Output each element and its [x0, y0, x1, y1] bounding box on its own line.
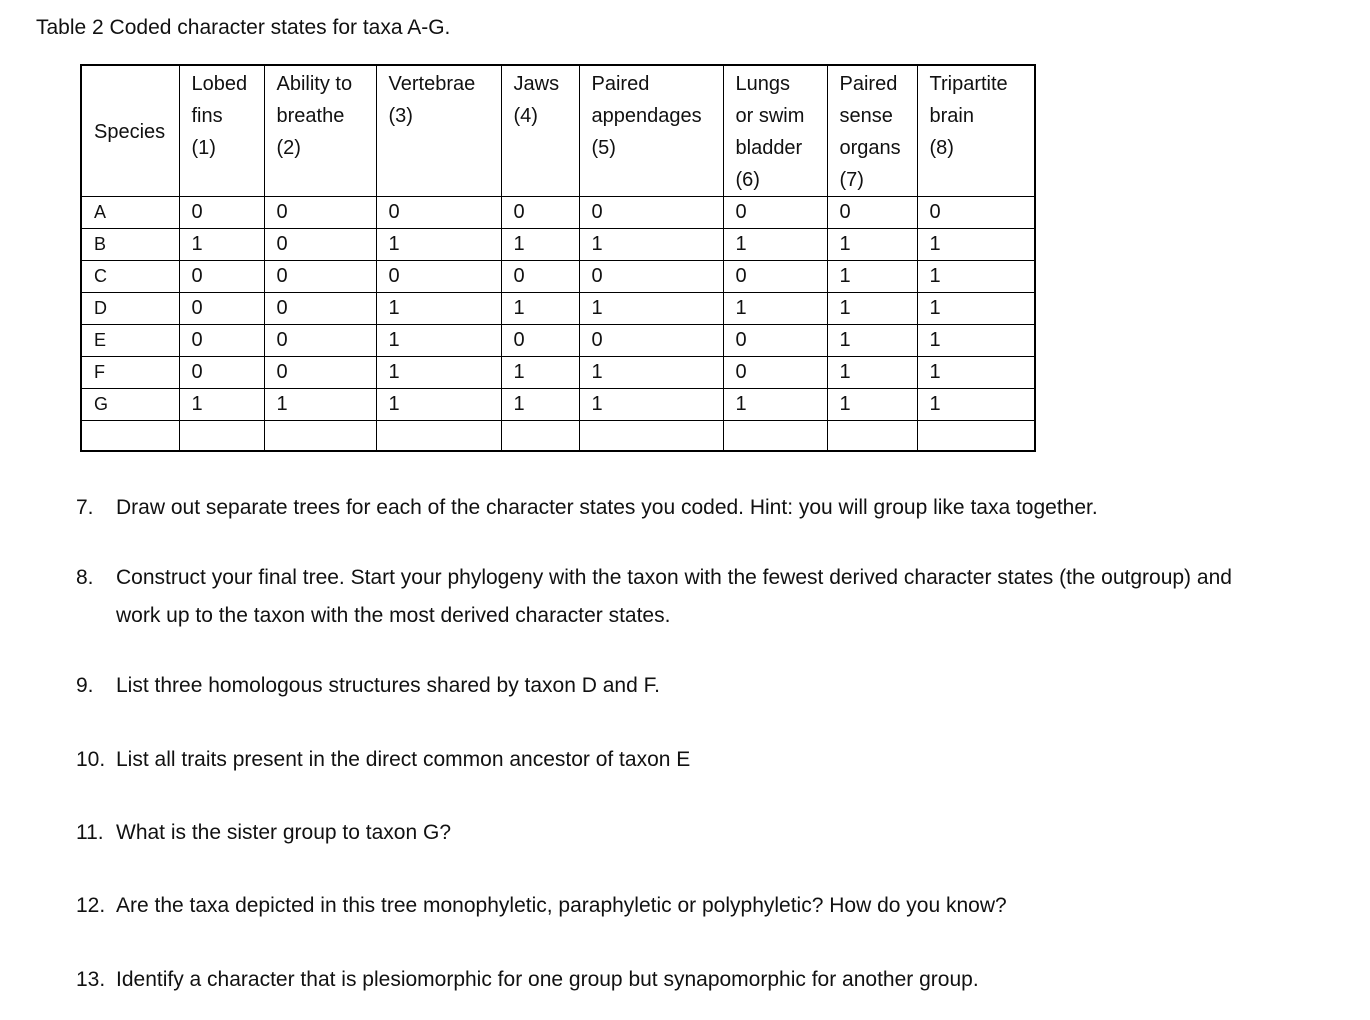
question-text-continued: work up to the taxon with the most derived character states.: [116, 604, 671, 627]
header-line: breathe: [276, 105, 345, 127]
header-tripartite-brain: [917, 65, 1035, 197]
header-line: sense: [839, 105, 893, 127]
state-cell: 0: [264, 357, 376, 389]
state-cell: 1: [579, 357, 723, 389]
state-cell: 0: [501, 261, 579, 293]
header-lungs-swim-bladder: [723, 65, 827, 197]
state-cell: 1: [501, 293, 579, 325]
header-line: Tripartite: [929, 73, 1008, 95]
empty-cell: [723, 421, 827, 452]
state-cell: 0: [723, 261, 827, 293]
header-line: bladder: [735, 137, 803, 159]
state-cell: 0: [501, 197, 579, 229]
header-line: appendages: [591, 105, 702, 127]
header-line: fins: [191, 105, 223, 127]
header-line: organs: [839, 137, 901, 159]
header-line: (5): [591, 137, 616, 159]
state-cell: 0: [579, 197, 723, 229]
header-line: Jaws: [513, 73, 560, 95]
state-cell: 0: [179, 293, 264, 325]
species-cell: F: [81, 357, 179, 389]
state-cell: 0: [917, 197, 1035, 229]
header-vertebrae: [376, 65, 501, 197]
table-row: [81, 197, 1035, 229]
table-row: [81, 229, 1035, 261]
state-cell: 1: [501, 357, 579, 389]
state-cell: 1: [579, 293, 723, 325]
state-cell: 0: [579, 325, 723, 357]
question-7: [76, 489, 1098, 527]
question-number: 10.: [76, 748, 106, 771]
state-cell: 1: [501, 229, 579, 261]
header-line: (2): [276, 137, 301, 159]
question-10: [76, 741, 690, 779]
header-line: (4): [513, 105, 538, 127]
state-cell: 1: [917, 261, 1035, 293]
state-cell: 1: [376, 325, 501, 357]
state-cell: 1: [501, 389, 579, 421]
header-line: Lobed: [191, 73, 248, 95]
header-line: (7): [839, 169, 864, 191]
state-cell: 1: [917, 325, 1035, 357]
question-text: List all traits present in the direct common ancestor of taxon E: [116, 748, 691, 771]
state-cell: 0: [179, 197, 264, 229]
header-line: Vertebrae: [388, 73, 476, 95]
header-line: (6): [735, 169, 760, 191]
header-paired-sense-organs: [827, 65, 917, 197]
question-13: [76, 961, 979, 999]
question-number: 9.: [76, 674, 94, 697]
state-cell: 1: [376, 293, 501, 325]
state-cell: 1: [827, 293, 917, 325]
question-text: List three homologous structures shared by taxon D and F.: [116, 674, 660, 697]
question-text: Construct your final tree. Start your phylogeny with the taxon with the fewest derived character states (the outgroup) and: [116, 566, 1232, 589]
species-cell: A: [81, 197, 179, 229]
state-cell: 1: [579, 229, 723, 261]
state-cell: 1: [179, 229, 264, 261]
state-cell: 0: [264, 229, 376, 261]
question-number: 7.: [76, 496, 94, 519]
question-number: 12.: [76, 894, 106, 917]
empty-cell: [81, 421, 179, 452]
state-cell: 0: [579, 261, 723, 293]
question-8: [76, 559, 1232, 635]
state-cell: 0: [264, 261, 376, 293]
state-cell: 1: [827, 389, 917, 421]
table-row: [81, 325, 1035, 357]
question-12: [76, 887, 1007, 925]
state-cell: 1: [264, 389, 376, 421]
state-cell: 1: [827, 357, 917, 389]
empty-cell: [376, 421, 501, 452]
state-cell: 1: [917, 293, 1035, 325]
header-line: Paired: [591, 73, 650, 95]
state-cell: 1: [917, 389, 1035, 421]
state-cell: 1: [179, 389, 264, 421]
question-text: Identify a character that is plesiomorphic for one group but synapomorphic for another group.: [116, 968, 979, 991]
empty-cell: [917, 421, 1035, 452]
question-9: [76, 667, 660, 705]
header-line: (3): [388, 105, 413, 127]
table-header-row: [81, 65, 1035, 197]
state-cell: 1: [723, 293, 827, 325]
state-cell: 0: [723, 325, 827, 357]
header-line: (1): [191, 137, 216, 159]
state-cell: 1: [827, 325, 917, 357]
header-ability-to-breathe: [264, 65, 376, 197]
table-row-empty: [81, 421, 1035, 452]
header-line: or swim: [735, 105, 805, 127]
state-cell: 0: [827, 197, 917, 229]
question-text: What is the sister group to taxon G?: [116, 821, 451, 844]
state-cell: 1: [376, 357, 501, 389]
species-cell: C: [81, 261, 179, 293]
header-paired-appendages: [579, 65, 723, 197]
state-cell: 1: [376, 389, 501, 421]
character-states-table: [80, 64, 1036, 452]
question-number: 11.: [76, 821, 104, 844]
state-cell: 1: [376, 229, 501, 261]
species-cell: G: [81, 389, 179, 421]
header-jaws: [501, 65, 579, 197]
header-lobed-fins: [179, 65, 264, 197]
state-cell: 1: [827, 229, 917, 261]
empty-cell: [579, 421, 723, 452]
empty-cell: [501, 421, 579, 452]
state-cell: 0: [501, 325, 579, 357]
table-row: [81, 261, 1035, 293]
species-cell: E: [81, 325, 179, 357]
table-row: [81, 293, 1035, 325]
state-cell: 0: [179, 357, 264, 389]
table-caption: Table 2 Coded character states for taxa A-G.: [36, 16, 451, 39]
question-text: Draw out separate trees for each of the character states you coded. Hint: you will group like taxa together.: [116, 496, 1098, 519]
header-line: Paired: [839, 73, 898, 95]
header-line: Lungs: [735, 73, 790, 95]
state-cell: 1: [917, 357, 1035, 389]
question-number: 13.: [76, 968, 106, 991]
state-cell: 0: [179, 261, 264, 293]
state-cell: 1: [917, 229, 1035, 261]
state-cell: 0: [264, 293, 376, 325]
state-cell: 0: [264, 197, 376, 229]
header-line: brain: [929, 105, 974, 127]
state-cell: 1: [827, 261, 917, 293]
header-line: (8): [929, 137, 954, 159]
header-line: Ability to: [276, 73, 353, 95]
question-number: 8.: [76, 566, 94, 589]
state-cell: 0: [723, 357, 827, 389]
empty-cell: [264, 421, 376, 452]
state-cell: 1: [579, 389, 723, 421]
empty-cell: [179, 421, 264, 452]
question-11: [76, 814, 451, 852]
state-cell: 1: [723, 389, 827, 421]
state-cell: 0: [723, 197, 827, 229]
species-header: Species: [81, 65, 179, 197]
species-cell: B: [81, 229, 179, 261]
species-cell: D: [81, 293, 179, 325]
state-cell: 0: [376, 261, 501, 293]
table-row: [81, 357, 1035, 389]
state-cell: 1: [723, 229, 827, 261]
empty-cell: [827, 421, 917, 452]
question-text: Are the taxa depicted in this tree monophyletic, paraphyletic or polyphyletic? How do you know?: [116, 894, 1007, 917]
state-cell: 0: [376, 197, 501, 229]
state-cell: 0: [264, 325, 376, 357]
table-row: [81, 389, 1035, 421]
state-cell: 0: [179, 325, 264, 357]
